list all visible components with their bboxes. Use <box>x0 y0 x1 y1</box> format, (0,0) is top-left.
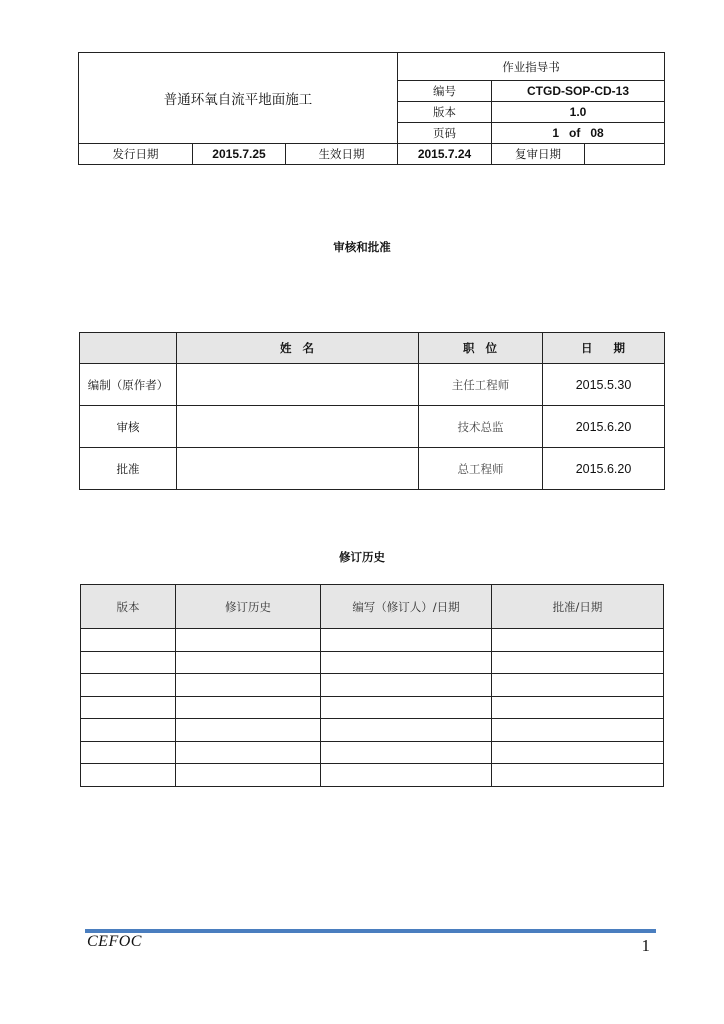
table-cell <box>492 629 664 652</box>
approval-role: 批准 <box>80 448 177 490</box>
table-cell <box>321 741 492 764</box>
footer-brand: CEFOC <box>87 933 142 950</box>
revision-header-editor-date: 编写（修订人）/日期 <box>321 585 492 629</box>
table-cell <box>492 651 664 674</box>
approval-row <box>80 448 665 490</box>
table-cell <box>81 651 176 674</box>
approval-name <box>177 448 419 490</box>
approval-header-position: 职 位 <box>419 333 543 364</box>
table-cell <box>321 719 492 742</box>
version-value: 1.0 <box>492 102 665 123</box>
revision-history-table <box>80 584 664 787</box>
approval-table <box>79 332 665 490</box>
table-cell <box>321 651 492 674</box>
revision-section-title: 修订历史 <box>339 550 385 564</box>
approval-position: 技术总监 <box>419 406 543 448</box>
table-cell <box>321 696 492 719</box>
document-title: 普通环氧自流平地面施工 <box>79 53 398 144</box>
table-cell <box>176 674 321 697</box>
effective-date-label: 生效日期 <box>286 144 398 165</box>
approval-header-name: 姓 名 <box>177 333 419 364</box>
table-cell <box>81 741 176 764</box>
table-cell <box>492 764 664 787</box>
table-cell <box>176 651 321 674</box>
revision-header-version: 版本 <box>81 585 176 629</box>
table-row <box>81 629 664 652</box>
table-cell <box>176 764 321 787</box>
table-cell <box>321 629 492 652</box>
table-cell <box>81 629 176 652</box>
table-cell <box>81 674 176 697</box>
table-row <box>81 719 664 742</box>
approval-name <box>177 364 419 406</box>
table-cell <box>321 674 492 697</box>
table-cell <box>176 696 321 719</box>
code-label: 编号 <box>398 81 492 102</box>
code-value: CTGD-SOP-CD-13 <box>492 81 665 102</box>
page-value: 1 of 08 <box>492 123 665 144</box>
approval-row <box>80 406 665 448</box>
table-cell <box>176 719 321 742</box>
document-header-table <box>78 52 665 165</box>
document-type: 作业指导书 <box>398 53 665 81</box>
issue-date-label: 发行日期 <box>79 144 193 165</box>
approval-date: 2015.6.20 <box>543 406 665 448</box>
table-cell <box>81 719 176 742</box>
page-number: 1 <box>641 936 650 955</box>
table-row <box>81 674 664 697</box>
approval-role: 编制（原作者） <box>80 364 177 406</box>
table-cell <box>176 629 321 652</box>
effective-date-value: 2015.7.24 <box>398 144 492 165</box>
approval-section-title: 审核和批准 <box>333 240 391 254</box>
table-row <box>81 741 664 764</box>
approval-position: 主任工程师 <box>419 364 543 406</box>
review-date-value <box>585 144 665 165</box>
approval-name <box>177 406 419 448</box>
table-row <box>81 764 664 787</box>
approval-row <box>80 364 665 406</box>
approval-header-date: 日 期 <box>543 333 665 364</box>
table-cell <box>176 741 321 764</box>
page-label: 页码 <box>398 123 492 144</box>
table-cell <box>321 764 492 787</box>
table-cell <box>81 696 176 719</box>
revision-header-approve-date: 批准/日期 <box>492 585 664 629</box>
approval-date: 2015.6.20 <box>543 448 665 490</box>
table-row <box>81 696 664 719</box>
table-cell <box>81 764 176 787</box>
issue-date-value: 2015.7.25 <box>193 144 286 165</box>
revision-header-history: 修订历史 <box>176 585 321 629</box>
version-label: 版本 <box>398 102 492 123</box>
table-cell <box>492 674 664 697</box>
approval-header-role <box>80 333 177 364</box>
review-date-label: 复审日期 <box>492 144 585 165</box>
table-cell <box>492 696 664 719</box>
table-row <box>81 651 664 674</box>
table-cell <box>492 741 664 764</box>
table-cell <box>492 719 664 742</box>
footer-divider <box>85 929 656 933</box>
approval-date: 2015.5.30 <box>543 364 665 406</box>
approval-role: 审核 <box>80 406 177 448</box>
approval-position: 总工程师 <box>419 448 543 490</box>
